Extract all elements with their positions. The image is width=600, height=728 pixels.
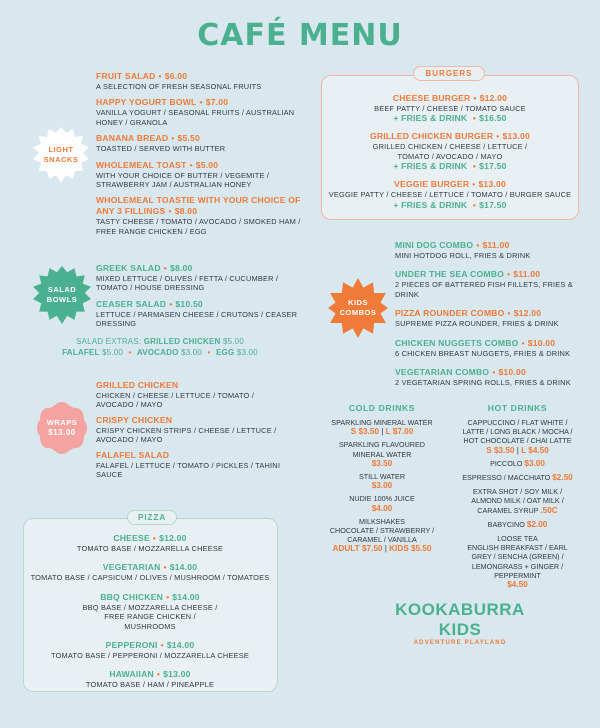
wraps-section	[96, 380, 286, 479]
menu-item: UNDER THE SEA COMBO • $11.00 2 PIECES OF BATTERED FISH FILLETS, FRIES & DRINK	[395, 269, 573, 299]
burgers-heading: BURGERS	[413, 66, 485, 81]
drink-item: LOOSE TEA ENGLISH BREAKFAST / EARL GREY / SENCHA (GREEN) / LEMONGRASS + GINGER / PEPPERMINT $4.50	[467, 534, 568, 590]
menu-item: FRUIT SALAD • $6.00 A SELECTION OF FRESH SEASONAL FRUITS	[96, 71, 262, 91]
menu-item: CHICKEN NUGGETS COMBO • $10.00 6 CHICKEN BREAST NUGGETS, FRIES & DRINK	[395, 337, 571, 358]
kids-combos-badge	[328, 278, 388, 338]
light-snacks-label: LIGHT SNACKS	[43, 145, 79, 164]
menu-item: VEGETARIAN COMBO • $10.00 2 VEGETARIAN SPRING ROLLS, FRIES & DRINK	[395, 367, 571, 388]
light-snacks-section	[96, 71, 311, 236]
wraps-label: WRAPS	[46, 418, 78, 427]
drink-item: SPARKLING FLAVOURED MINERAL WATER $3.50	[338, 440, 425, 468]
menu-item: BBQ CHICKEN • $14.00 BBQ BASE / MOZZARELLA CHEESE / FREE RANGE CHICKEN / MUSHROOMS	[82, 591, 218, 631]
drink-item: BABYCINO $2.00	[487, 519, 548, 529]
light-snacks-badge	[33, 127, 89, 183]
menu-item: FALAFEL SALAD FALAFEL / LETTUCE / TOMATO / PICKLES / TAHINI SAUCE	[96, 449, 281, 480]
menu-item: HAPPY YOGURT BOWL • $7.00 VANILLA YOGURT / SEASONAL FRUITS / AUSTRALIAN HONEY / GRANOLA	[96, 97, 295, 127]
menu-item: GRILLED CHICKEN CHICKEN / CHEESE / LETTUCE / TOMATO / AVOCADO / MAYO	[96, 380, 254, 410]
drink-item: MILKSHAKES CHOCOLATE / STRAWBERRY / CARAMEL / VANILLA ADULT $7.50 | KIDS $5.50	[329, 516, 435, 554]
drink-item: ESPRESSO / MACCHIATO $2.50	[462, 473, 573, 483]
pizza-heading: PIZZA	[127, 510, 177, 525]
menu-item: VEGGIE BURGER • $13.00 VEGGIE PATTY / CHEESE / LETTUCE / TOMATO / BURGER SAUCE + FRIES & DRINK • $17.50	[328, 179, 572, 210]
menu-item: WHOLEMEAL TOASTIE WITH YOUR CHOICE OF ANY 3 FILLINGS • $8.00 TASTY CHEESE / TOMATO / AVOCADO / SMOKED HAM / FREE RANGE CHICKEN / EGG	[96, 195, 301, 236]
menu-item: GRILLED CHICKEN BURGER • $13.00 GRILLED CHICKEN / CHEESE / LETTUCE / TOMATO / AVOCADO / MAYO + FRIES & DRINK • $17.50	[369, 131, 530, 172]
menu-item: BANANA BREAD • $5.50 TOASTED / SERVED WITH BUTTER	[96, 133, 226, 154]
kids-combos-label: KIDS COMBOS	[339, 298, 377, 317]
salad-section	[96, 263, 311, 329]
drink-item: NUDIE 100% JUICE $4.00	[349, 494, 415, 513]
menu-item: CHEESE BURGER • $12.00 BEEF PATTY / CHEESE / TOMATO SAUCE + FRIES & DRINK • $16.50	[374, 93, 526, 124]
drink-item: SPARKLING MINERAL WATER S $3.50 | L $7.00	[331, 418, 433, 437]
drink-item: EXTRA SHOT / SOY MILK / ALMOND MILK / OAT MILK / CARAMEL SYRUP .50C	[471, 487, 564, 515]
cold-drinks-heading: COLD DRINKS	[348, 403, 416, 413]
hot-drinks-heading: HOT DRINKS	[487, 403, 548, 413]
salad-bowls-label: SALAD BOWLS	[46, 285, 78, 304]
menu-title: CAFÉ MENU	[197, 18, 403, 53]
logo-wordmark: KOOKABURRA KIDS	[395, 600, 525, 639]
wraps-price: $13.00	[48, 428, 76, 437]
kids-combos-section	[395, 240, 595, 387]
wraps-badge	[34, 400, 90, 456]
menu-item: MINI DOG COMBO • $11.00 MINI HOTDOG ROLL, FRIES & DRINK	[395, 240, 531, 260]
menu-item: GREEK SALAD • $8.00 MIXED LETTUCE / OLIVES / FETTA / CUCUMBER / TOMATO / HOUSE DRESSING	[96, 263, 279, 293]
drink-item: STILL WATER $3.00	[358, 472, 406, 491]
menu-item: CHEESE • $12.00 TOMATO BASE / MOZZARELLA CHEESE	[76, 533, 224, 553]
drink-item: PICCOLO $3.00	[490, 458, 545, 468]
menu-item: CEASER SALAD • $10.50 LETTUCE / PARMASEN CHEESE / CRUTONS / CEASER DRESSING	[96, 298, 298, 329]
menu-item: VEGETARIAN • $14.00 TOMATO BASE / CAPSICUM / OLIVES / MUSHROOM / TOMATOES	[30, 562, 270, 583]
logo-tagline: ADVENTURE PLAYLAND	[413, 640, 507, 646]
pizza-section	[25, 533, 275, 690]
menu-item: PIZZA ROUNDER COMBO • $12.00 SUPREME PIZZA ROUNDER, FRIES & DRINK	[395, 308, 559, 329]
salad-bowls-badge	[33, 266, 91, 324]
menu-item: PEPPERONI • $14.00 TOMATO BASE / PEPPERONI / MOZZARELLA CHEESE	[51, 640, 249, 661]
hot-drinks-section	[460, 418, 575, 589]
menu-item: CRISPY CHICKEN CRISPY CHICKEN STRIPS / CHEESE / LETTUCE / AVOCADO / MAYO	[96, 414, 277, 445]
burgers-section	[325, 93, 575, 211]
menu-item: WHOLEMEAL TOAST • $5.00 WITH YOUR CHOICE OF BUTTER / VEGEMITE / STRAWBERRY JAM / AUSTRALIAN HONEY	[96, 159, 270, 190]
salad-extras: SALAD EXTRAS: GRILLED CHICKEN $5.00 FALAFEL $5.00 • AVOCADO $3.00 • EGG $3.00	[62, 337, 258, 357]
cold-drinks-section	[327, 418, 437, 554]
drink-item: CAPPUCCINO / FLAT WHITE / LATTE / LONG BLACK / MOCHA / HOT CHOCOLATE / CHAI LATTE S $3.50 | L $4.50	[462, 418, 573, 455]
kookaburra-kids-logo	[380, 600, 540, 646]
menu-item: HAWAIIAN • $13.00 TOMATO BASE / HAM / PINEAPPLE	[85, 669, 215, 690]
